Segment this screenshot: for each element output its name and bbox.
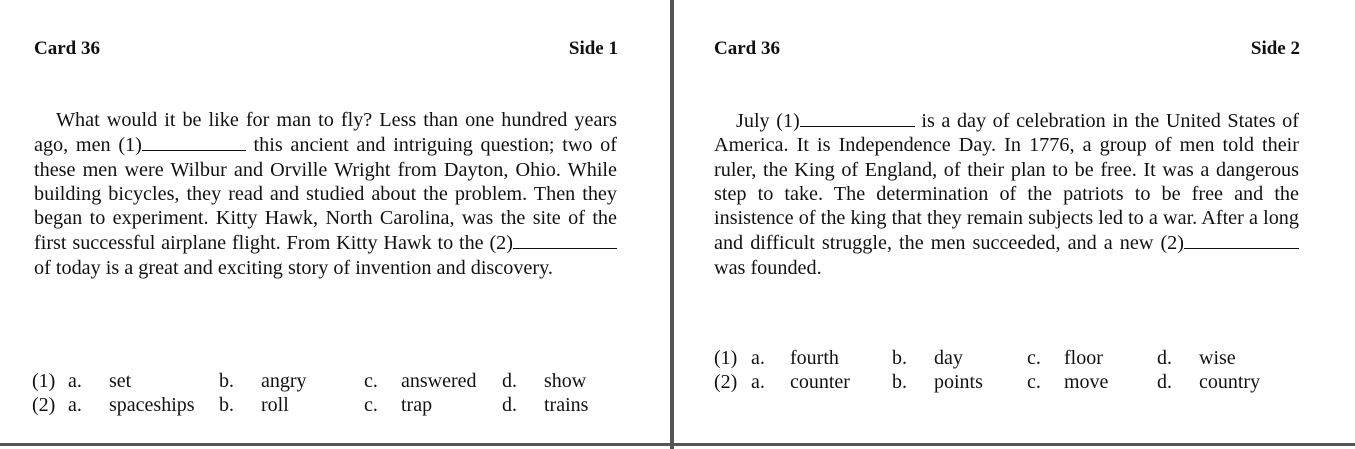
passage-text: July (1) — [736, 110, 800, 133]
option-letter-d: d. — [502, 370, 517, 392]
option-word-c: trap — [401, 394, 433, 416]
question-number: (1) — [714, 347, 738, 369]
option-word-b: day — [934, 347, 963, 369]
option-letter-d: d. — [502, 394, 517, 416]
option-word-a: spaceships — [109, 394, 195, 416]
option-letter-d: d. — [1157, 347, 1172, 369]
option-word-a: fourth — [790, 347, 839, 369]
card-title: Card 36 — [714, 38, 780, 59]
option-word-d: trains — [544, 394, 589, 416]
question-number: (2) — [714, 371, 738, 393]
card-side-1 — [0, 0, 670, 446]
option-letter-b: b. — [219, 394, 234, 416]
passage-text: was founded. — [714, 256, 822, 279]
option-word-c: answered — [401, 370, 477, 392]
answer-blank-2 — [1184, 230, 1299, 249]
option-letter-c: c. — [1027, 347, 1041, 369]
answer-blank-2 — [513, 230, 617, 249]
option-word-c: floor — [1064, 347, 1103, 369]
passage-text: is a day of celebration in the United States of America. It is Independence Day. In 1776, a group of men told their ruler, the King of England, of their plan to be free. It was a dangerous step to take. The determination of the patriots to be free and the insistence of the king that they remain subjects led to a war. After a long and difficult struggle, the men succeeded, and a new (2) — [714, 110, 1299, 255]
question-number: (1) — [32, 370, 56, 392]
card-side-label: Side 1 — [568, 38, 618, 59]
option-letter-a: a. — [751, 347, 765, 369]
card-title: Card 36 — [34, 38, 100, 59]
cloze-passage — [714, 108, 1299, 280]
option-letter-b: b. — [892, 371, 907, 393]
option-word-a: set — [109, 370, 132, 392]
option-word-b: roll — [261, 394, 289, 416]
passage-text: of today is a great and exciting story of invention and discovery. — [34, 256, 553, 279]
cloze-passage — [34, 108, 617, 280]
option-word-b: points — [934, 371, 983, 393]
question-number: (2) — [32, 394, 56, 416]
option-letter-c: c. — [364, 370, 378, 392]
option-word-d: country — [1199, 371, 1261, 393]
answer-blank-1 — [800, 108, 915, 127]
option-letter-a: a. — [68, 370, 82, 392]
option-letter-a: a. — [68, 394, 82, 416]
option-letter-c: c. — [364, 394, 378, 416]
answer-blank-1 — [142, 132, 246, 151]
option-word-a: counter — [790, 371, 850, 393]
option-letter-d: d. — [1157, 371, 1172, 393]
option-word-c: move — [1064, 371, 1109, 393]
option-letter-b: b. — [219, 370, 234, 392]
option-letter-b: b. — [892, 347, 907, 369]
card-side-label: Side 2 — [1250, 38, 1300, 59]
option-word-d: wise — [1199, 347, 1236, 369]
option-word-b: angry — [261, 370, 307, 392]
option-letter-c: c. — [1027, 371, 1041, 393]
card-side-2 — [674, 0, 1355, 446]
option-word-d: show — [544, 370, 587, 392]
option-letter-a: a. — [751, 371, 765, 393]
passage-text: What would it be like for man to fly? Less than one hundred years ago, men (1) — [34, 109, 617, 157]
passage-text: this ancient and intriguing question; two of these men were Wilbur and Orville Wright from Dayton, Ohio. While building bicycles, they read and studied about the problem. Then they began to experiment. Kitty Hawk, North Carolina, was the site of the first successful airplane flight. From Kitty Hawk to the (2) — [34, 134, 617, 255]
